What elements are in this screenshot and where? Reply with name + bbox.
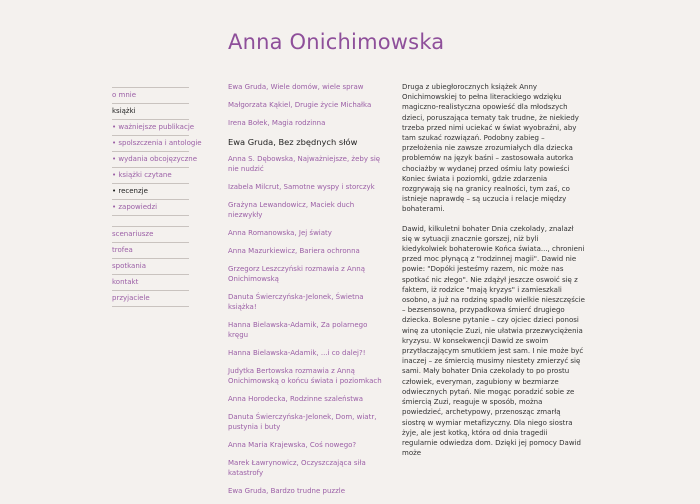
review-article [402, 82, 585, 467]
review-link[interactable]: Hanna Bielawska-Adamik, Za polarnego kręgu [228, 321, 368, 339]
nav-item[interactable]: trofea [112, 242, 189, 258]
nav-item[interactable]: • ważniejsze publikacje [112, 119, 189, 135]
review-link[interactable]: Irena Bołek, Magia rodzinna [228, 119, 326, 127]
nav-item[interactable]: • recenzje [112, 183, 189, 199]
review-link[interactable]: Izabela Milcrut, Samotne wyspy i storczyk [228, 183, 375, 191]
nav-group-main [112, 87, 202, 216]
nav-group-secondary [112, 226, 189, 307]
review-link[interactable]: Małgorzata Kąkiel, Drugie życie Michałka [228, 101, 372, 109]
review-link[interactable]: Danuta Świerczyńska-Jelonek, Świetna książka! [228, 293, 364, 311]
article-paragraph: Druga z ubiegłorocznych książek Anny Onichimowskiej to pełna literackiego wdzięku magiczno-realistyczna opowieść dla młodszych dzieci, poruszająca tematy tak trudne, że niekiedy trzeba przed nimi uciekać w świat wyobraźni, aby tam szukać rozwiązań. Podobny zabieg – przełożenia nie zawsze zrozumiałych dla dziecka problemów na język baśni – zastosowała autorka chociażby w wydanej przed ośmiu laty powieści Koniec świata i poziomki, gdzie zdarzenia rozgrywają się na granicy realności, tym zaś, co istnieje naprawdę – są uczucia i relacje między bohaterami. [402, 83, 579, 214]
review-link[interactable]: Danuta Świerczyńska-Jelonek, Dom, wiatr, pustynia i buty [228, 413, 377, 431]
review-link[interactable]: Judytka Bertowska rozmawia z Anną Onichimowską o końcu świata i poziomkach [228, 367, 382, 385]
nav-item[interactable]: kontakt [112, 274, 189, 290]
nav-item[interactable]: • książki czytane [112, 167, 189, 183]
review-link[interactable]: Anna Maria Krajewska, Coś nowego? [228, 441, 357, 449]
review-link[interactable]: Ewa Gruda, Bardzo trudne puzzle [228, 487, 346, 495]
nav-item[interactable]: przyjaciele [112, 290, 189, 307]
nav-item[interactable]: o mnie [112, 87, 189, 103]
review-link[interactable]: Anna Mazurkiewicz, Bariera ochronna [228, 247, 360, 255]
review-link[interactable]: Grażyna Lewandowicz, Maciek duch niezwykły [228, 201, 355, 219]
nav-item[interactable]: • spolszczenia i antologie [112, 135, 189, 151]
nav-item[interactable]: • zapowiedzi [112, 199, 189, 216]
sidebar-nav [112, 87, 202, 307]
nav-item[interactable]: spotkania [112, 258, 189, 274]
review-link[interactable]: Anna Romanowska, Jej światy [228, 229, 332, 237]
review-link[interactable]: Ewa Gruda, Wiele domów, wiele spraw [228, 83, 364, 91]
review-link[interactable]: Hanna Bielawska-Adamik, ...i co dalej?! [228, 349, 366, 357]
site-title[interactable]: Anna Onichimowska [228, 30, 445, 54]
nav-item[interactable]: • wydania obcojęzyczne [112, 151, 189, 167]
review-list [228, 82, 388, 504]
review-link[interactable]: Anna S. Dębowska, Najważniejsze, żeby się nie nudzić [228, 155, 381, 173]
article-paragraph: Dawid, kilkuletni bohater Dnia czekolady, znalazł się w sytuacji znacznie gorszej, niż byli kiedykolwiek bohaterowie Końca świata..., chronieni przed moc płynącą z "rodzinnej magii". Dawid nie powie: "Dopóki jesteśmy razem, nic może nas spotkać nic złego". Nie zdążył jeszcze oswoić się z faktem, iż rodzice "mają kryzys" i zamieszkali osobno, a już na rodzinę spadło wielkie nieszczęście – bezsensowna, przypadkowa śmierć drugiego dziecka. Bolesne pytanie – czy ojciec dzieci ponosi winę za utonięcie Zuzi, nie ułatwia przezwyciężenia kryzysu. W konsekwencji Dawid ze swoim przytłaczającym smutkiem jest sam. I nie może być inaczej – ze śmiercią musimy niestety zmierzyć się sami. Mały bohater Dnia czekolady to po prostu człowiek, everyman, zagubiony w bezmiarze odwiecznych pytań. Nie mogąc poradzić sobie ze śmiercią Zuzi, reaguje w sposób, można powiedzieć, archetypowy, przenosząc zmarłą siostrę w wymiar metafizyczny. Dla niego siostra żyje, ale jest kotką, która od dnia tragedii regularnie odwiedza dom. Dzięki jej pomocy Dawid może [402, 224, 585, 458]
review-link[interactable]: Marek Ławrynowicz, Oczyszczająca siła katastrofy [228, 459, 366, 477]
review-link[interactable]: Anna Horodecka, Rodzinne szaleństwa [228, 395, 364, 403]
review-title-current: Ewa Gruda, Bez zbędnych słów [228, 137, 358, 147]
nav-item[interactable]: książki [112, 103, 189, 119]
review-link[interactable]: Grzegorz Leszczyński rozmawia z Anną Onichimowską [228, 265, 365, 283]
nav-item[interactable]: scenariusze [112, 226, 189, 242]
nav-gap [112, 216, 189, 226]
